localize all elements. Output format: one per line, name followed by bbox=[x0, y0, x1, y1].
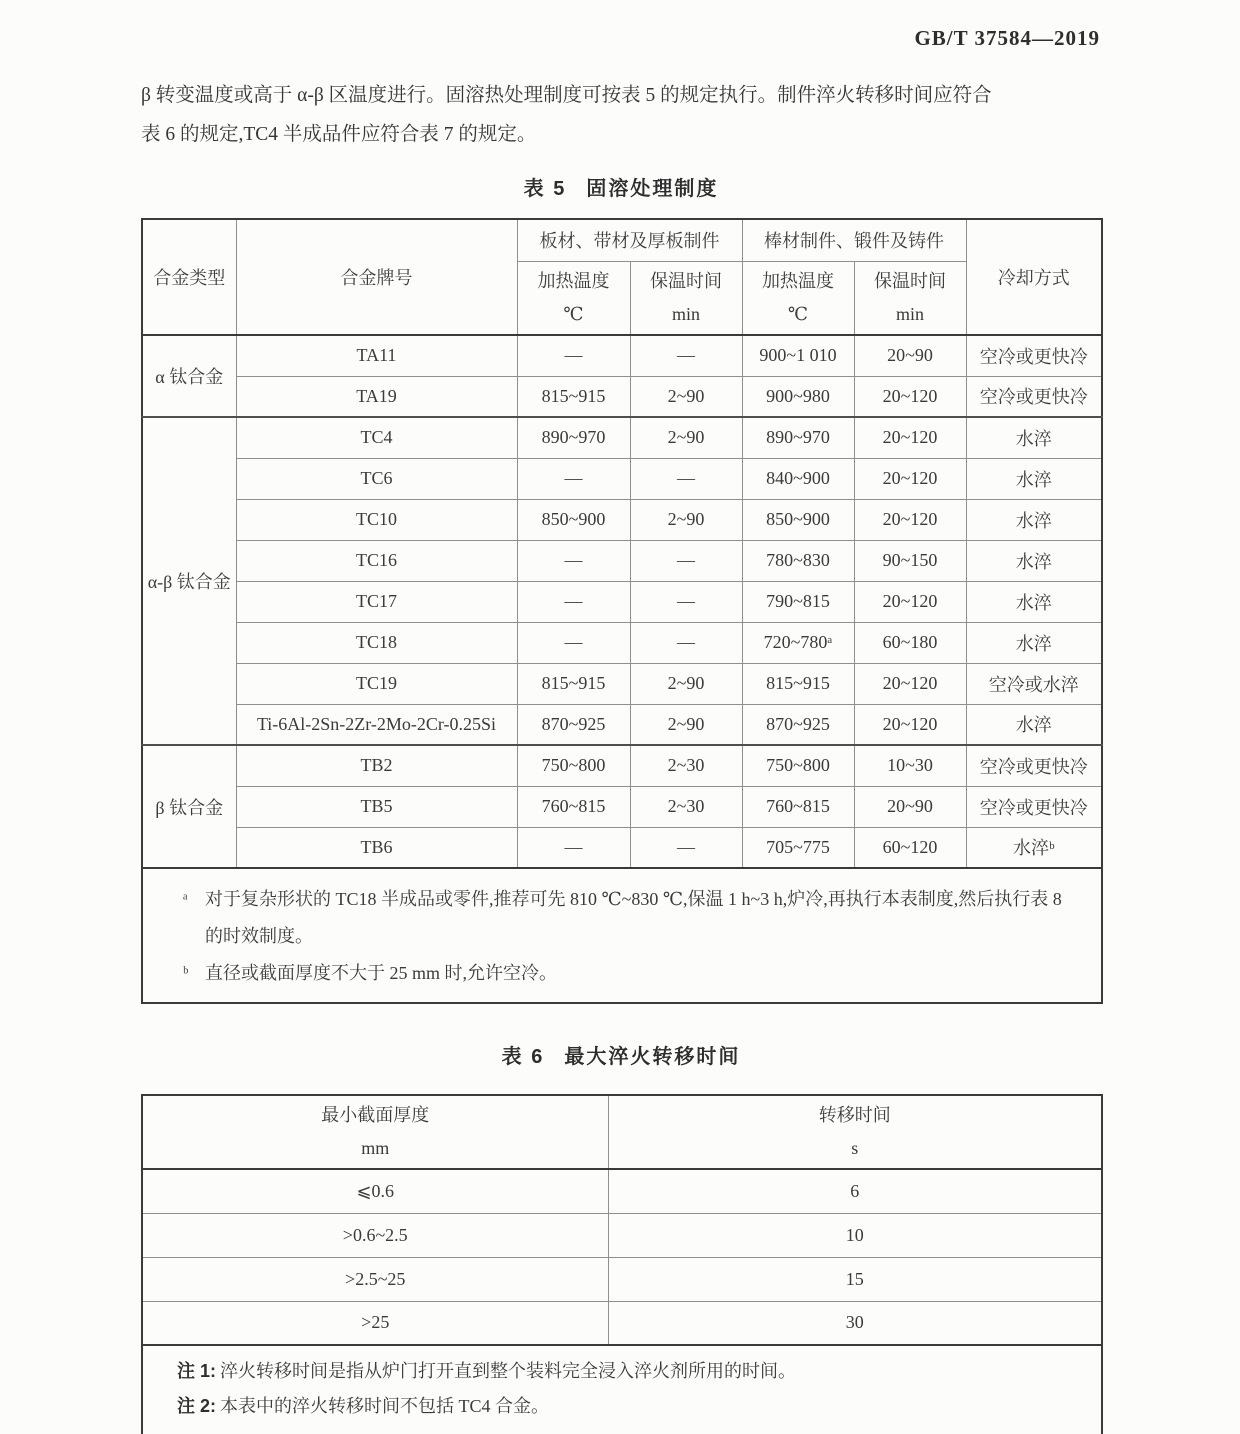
alloy-grade-cell: TB6 bbox=[236, 827, 517, 868]
cooling-cell: 水淬 bbox=[966, 499, 1102, 540]
table5-title-label: 表 5 bbox=[523, 178, 567, 200]
standard-number: GB/T 37584—2019 bbox=[914, 26, 1100, 50]
table-row bbox=[142, 1301, 1102, 1345]
table5-footnotes bbox=[142, 868, 1102, 1003]
plate-time-cell: — bbox=[630, 827, 742, 868]
plate-temp-cell: 890~970 bbox=[517, 417, 630, 458]
header-bar-holding-time bbox=[854, 261, 966, 335]
header-term: 保温时间 bbox=[650, 270, 722, 291]
time-cell: 15 bbox=[608, 1257, 1102, 1301]
plate-time-cell: — bbox=[630, 540, 742, 581]
footnote-b-text: 直径或截面厚度不大于 25 mm 时,允许空冷。 bbox=[205, 963, 558, 983]
note-1-text: 淬火转移时间是指从炉门打开直到整个装料完全浸入淬火剂所用的时间。 bbox=[220, 1361, 797, 1381]
table-row bbox=[142, 704, 1102, 745]
plate-time-cell: 2~30 bbox=[630, 745, 742, 786]
table-row bbox=[142, 745, 1102, 786]
bar-time-cell: 20~90 bbox=[854, 786, 966, 827]
intro-paragraph bbox=[141, 76, 1109, 154]
cooling-cell: 水淬 bbox=[966, 704, 1102, 745]
plate-temp-cell: 815~915 bbox=[517, 376, 630, 417]
header-unit: min bbox=[671, 303, 700, 324]
header-term: 加热温度 bbox=[537, 270, 610, 291]
footnotes-row bbox=[142, 868, 1102, 1003]
header-unit: ℃ bbox=[787, 303, 809, 324]
header-cooling: 冷却方式 bbox=[966, 219, 1102, 335]
header-min-thickness bbox=[142, 1095, 608, 1169]
plate-temp-cell: — bbox=[517, 458, 630, 499]
alloy-grade-cell: TC19 bbox=[236, 663, 517, 704]
plate-time-cell: 2~30 bbox=[630, 786, 742, 827]
header-unit: mm bbox=[361, 1138, 390, 1158]
bar-time-cell: 20~120 bbox=[854, 417, 966, 458]
header-bar-heating-temp bbox=[742, 261, 854, 335]
table-row bbox=[142, 827, 1102, 868]
plate-time-cell: — bbox=[630, 622, 742, 663]
plate-time-cell: 2~90 bbox=[630, 704, 742, 745]
table6-title bbox=[141, 1040, 1101, 1069]
bar-temp-cell: 900~1 010 bbox=[742, 335, 854, 376]
bar-time-cell: 20~120 bbox=[854, 663, 966, 704]
bar-temp-cell: 790~815 bbox=[742, 581, 854, 622]
header-term: 最小截面厚度 bbox=[321, 1105, 430, 1125]
cooling-cell: 水淬 bbox=[966, 622, 1102, 663]
bar-temp-cell: 900~980 bbox=[742, 376, 854, 417]
thickness-cell: >25 bbox=[142, 1301, 608, 1345]
header-unit: min bbox=[895, 303, 924, 324]
plate-time-cell: 2~90 bbox=[630, 663, 742, 704]
time-cell: 30 bbox=[608, 1301, 1102, 1345]
plate-temp-cell: — bbox=[517, 827, 630, 868]
bar-time-cell: 20~120 bbox=[854, 581, 966, 622]
table6 bbox=[141, 1094, 1103, 1434]
bar-time-cell: 10~30 bbox=[854, 745, 966, 786]
alloy-grade-cell: TC10 bbox=[236, 499, 517, 540]
cooling-cell: 水淬 bbox=[966, 581, 1102, 622]
alloy-grade-cell: TC16 bbox=[236, 540, 517, 581]
header-alloy-type: 合金类型 bbox=[142, 219, 236, 335]
note-1-label: 注 1: bbox=[177, 1361, 217, 1381]
alloy-type-cell: β 钛合金 bbox=[142, 745, 236, 868]
bar-temp-cell: 780~830 bbox=[742, 540, 854, 581]
thickness-cell: ⩽0.6 bbox=[142, 1169, 608, 1213]
plate-time-cell: — bbox=[630, 335, 742, 376]
thickness-cell: >2.5~25 bbox=[142, 1257, 608, 1301]
bar-time-cell: 20~120 bbox=[854, 376, 966, 417]
table-row bbox=[142, 663, 1102, 704]
notes-row bbox=[142, 1345, 1102, 1434]
intro-line-1: β 转变温度或高于 α-β 区温度进行。固溶热处理制度可按表 5 的规定执行。制件淬火转移时间应符合 bbox=[141, 85, 992, 106]
cooling-cell: 水淬 bbox=[966, 417, 1102, 458]
bar-temp-cell: 850~900 bbox=[742, 499, 854, 540]
plate-temp-cell: 750~800 bbox=[517, 745, 630, 786]
footnote-b bbox=[179, 955, 1081, 992]
bar-temp-cell: 750~800 bbox=[742, 745, 854, 786]
cooling-cell: 空冷或水淬 bbox=[966, 663, 1102, 704]
bar-temp-cell: 815~915 bbox=[742, 663, 854, 704]
time-cell: 6 bbox=[608, 1169, 1102, 1213]
table-row bbox=[142, 335, 1102, 376]
header-plate-holding-time bbox=[630, 261, 742, 335]
plate-temp-cell: — bbox=[517, 540, 630, 581]
bar-time-cell: 20~120 bbox=[854, 458, 966, 499]
table-row bbox=[142, 622, 1102, 663]
note-2 bbox=[177, 1389, 1081, 1424]
table5-header-row-1 bbox=[142, 219, 1102, 261]
plate-temp-cell: 850~900 bbox=[517, 499, 630, 540]
bar-temp-cell: 720~780ᵃ bbox=[742, 622, 854, 663]
table6-title-label: 表 6 bbox=[501, 1046, 545, 1068]
bar-temp-cell: 870~925 bbox=[742, 704, 854, 745]
table-row bbox=[142, 1257, 1102, 1301]
thickness-cell: >0.6~2.5 bbox=[142, 1213, 608, 1257]
header-unit: s bbox=[851, 1138, 859, 1158]
alloy-grade-cell: TC6 bbox=[236, 458, 517, 499]
table-row bbox=[142, 786, 1102, 827]
header-unit: ℃ bbox=[563, 303, 584, 324]
time-cell: 10 bbox=[608, 1213, 1102, 1257]
cooling-cell: 水淬 bbox=[966, 458, 1102, 499]
plate-time-cell: 2~90 bbox=[630, 376, 742, 417]
plate-time-cell: 2~90 bbox=[630, 417, 742, 458]
bar-temp-cell: 705~775 bbox=[742, 827, 854, 868]
footnote-a bbox=[179, 881, 1081, 955]
table6-header-row bbox=[142, 1095, 1102, 1169]
note-2-label: 注 2: bbox=[177, 1396, 217, 1416]
cooling-cell: 空冷或更快冷 bbox=[966, 376, 1102, 417]
header-bar-group: 棒材制件、锻件及铸件 bbox=[742, 219, 966, 261]
alloy-grade-cell: TA19 bbox=[236, 376, 517, 417]
header-term: 加热温度 bbox=[762, 270, 834, 291]
bar-time-cell: 20~120 bbox=[854, 704, 966, 745]
header-transfer-time bbox=[608, 1095, 1102, 1169]
plate-time-cell: 2~90 bbox=[630, 499, 742, 540]
plate-temp-cell: 760~815 bbox=[517, 786, 630, 827]
alloy-grade-cell: TC17 bbox=[236, 581, 517, 622]
plate-temp-cell: — bbox=[517, 622, 630, 663]
table6-title-text: 最大淬火转移时间 bbox=[564, 1046, 741, 1068]
cooling-cell: 空冷或更快冷 bbox=[966, 745, 1102, 786]
intro-line-2: 表 6 的规定,TC4 半成品件应符合表 7 的规定。 bbox=[141, 124, 537, 145]
bar-temp-cell: 840~900 bbox=[742, 458, 854, 499]
bar-time-cell: 20~120 bbox=[854, 499, 966, 540]
alloy-type-cell: α 钛合金 bbox=[142, 335, 236, 417]
table-row bbox=[142, 458, 1102, 499]
alloy-grade-cell: TB2 bbox=[236, 745, 517, 786]
table-row bbox=[142, 499, 1102, 540]
footnote-a-marker: ᵃ bbox=[183, 889, 188, 908]
table5-title-text: 固溶处理制度 bbox=[586, 178, 719, 200]
plate-temp-cell: — bbox=[517, 581, 630, 622]
table-row bbox=[142, 581, 1102, 622]
alloy-type-cell: α-β 钛合金 bbox=[142, 417, 236, 745]
plate-time-cell: — bbox=[630, 581, 742, 622]
bar-time-cell: 60~120 bbox=[854, 827, 966, 868]
header-term: 保温时间 bbox=[874, 270, 946, 291]
header-plate-group: 板材、带材及厚板制件 bbox=[517, 219, 742, 261]
bar-temp-cell: 760~815 bbox=[742, 786, 854, 827]
table6-notes bbox=[142, 1345, 1102, 1434]
table5 bbox=[141, 218, 1103, 1004]
bar-time-cell: 60~180 bbox=[854, 622, 966, 663]
plate-temp-cell: 870~925 bbox=[517, 704, 630, 745]
plate-temp-cell: 815~915 bbox=[517, 663, 630, 704]
note-1 bbox=[177, 1354, 1081, 1389]
header-alloy-grade: 合金牌号 bbox=[236, 219, 517, 335]
bar-time-cell: 20~90 bbox=[854, 335, 966, 376]
table5-title bbox=[141, 172, 1101, 201]
note-2-text: 本表中的淬火转移时间不包括 TC4 合金。 bbox=[220, 1396, 550, 1416]
alloy-grade-cell: TC4 bbox=[236, 417, 517, 458]
plate-temp-cell: — bbox=[517, 335, 630, 376]
table-row bbox=[142, 1213, 1102, 1257]
plate-time-cell: — bbox=[630, 458, 742, 499]
header-plate-heating-temp bbox=[517, 261, 630, 335]
table-row bbox=[142, 540, 1102, 581]
cooling-cell: 空冷或更快冷 bbox=[966, 335, 1102, 376]
table-row bbox=[142, 1169, 1102, 1213]
footnote-b-marker: ᵇ bbox=[183, 963, 189, 982]
table-row bbox=[142, 417, 1102, 458]
footnote-a-text: 对于复杂形状的 TC18 半成品或零件,推荐可先 810 ℃~830 ℃,保温 1 h~3 h,炉冷,再执行本表制度,然后执行表 8 的时效制度。 bbox=[205, 889, 1062, 946]
header-term: 转移时间 bbox=[818, 1105, 891, 1125]
cooling-cell: 水淬ᵇ bbox=[966, 827, 1102, 868]
alloy-grade-cell: TA11 bbox=[236, 335, 517, 376]
bar-time-cell: 90~150 bbox=[854, 540, 966, 581]
alloy-grade-cell: TB5 bbox=[236, 786, 517, 827]
bar-temp-cell: 890~970 bbox=[742, 417, 854, 458]
table-row bbox=[142, 376, 1102, 417]
cooling-cell: 空冷或更快冷 bbox=[966, 786, 1102, 827]
alloy-grade-cell: Ti-6Al-2Sn-2Zr-2Mo-2Cr-0.25Si bbox=[236, 704, 517, 745]
alloy-grade-cell: TC18 bbox=[236, 622, 517, 663]
cooling-cell: 水淬 bbox=[966, 540, 1102, 581]
